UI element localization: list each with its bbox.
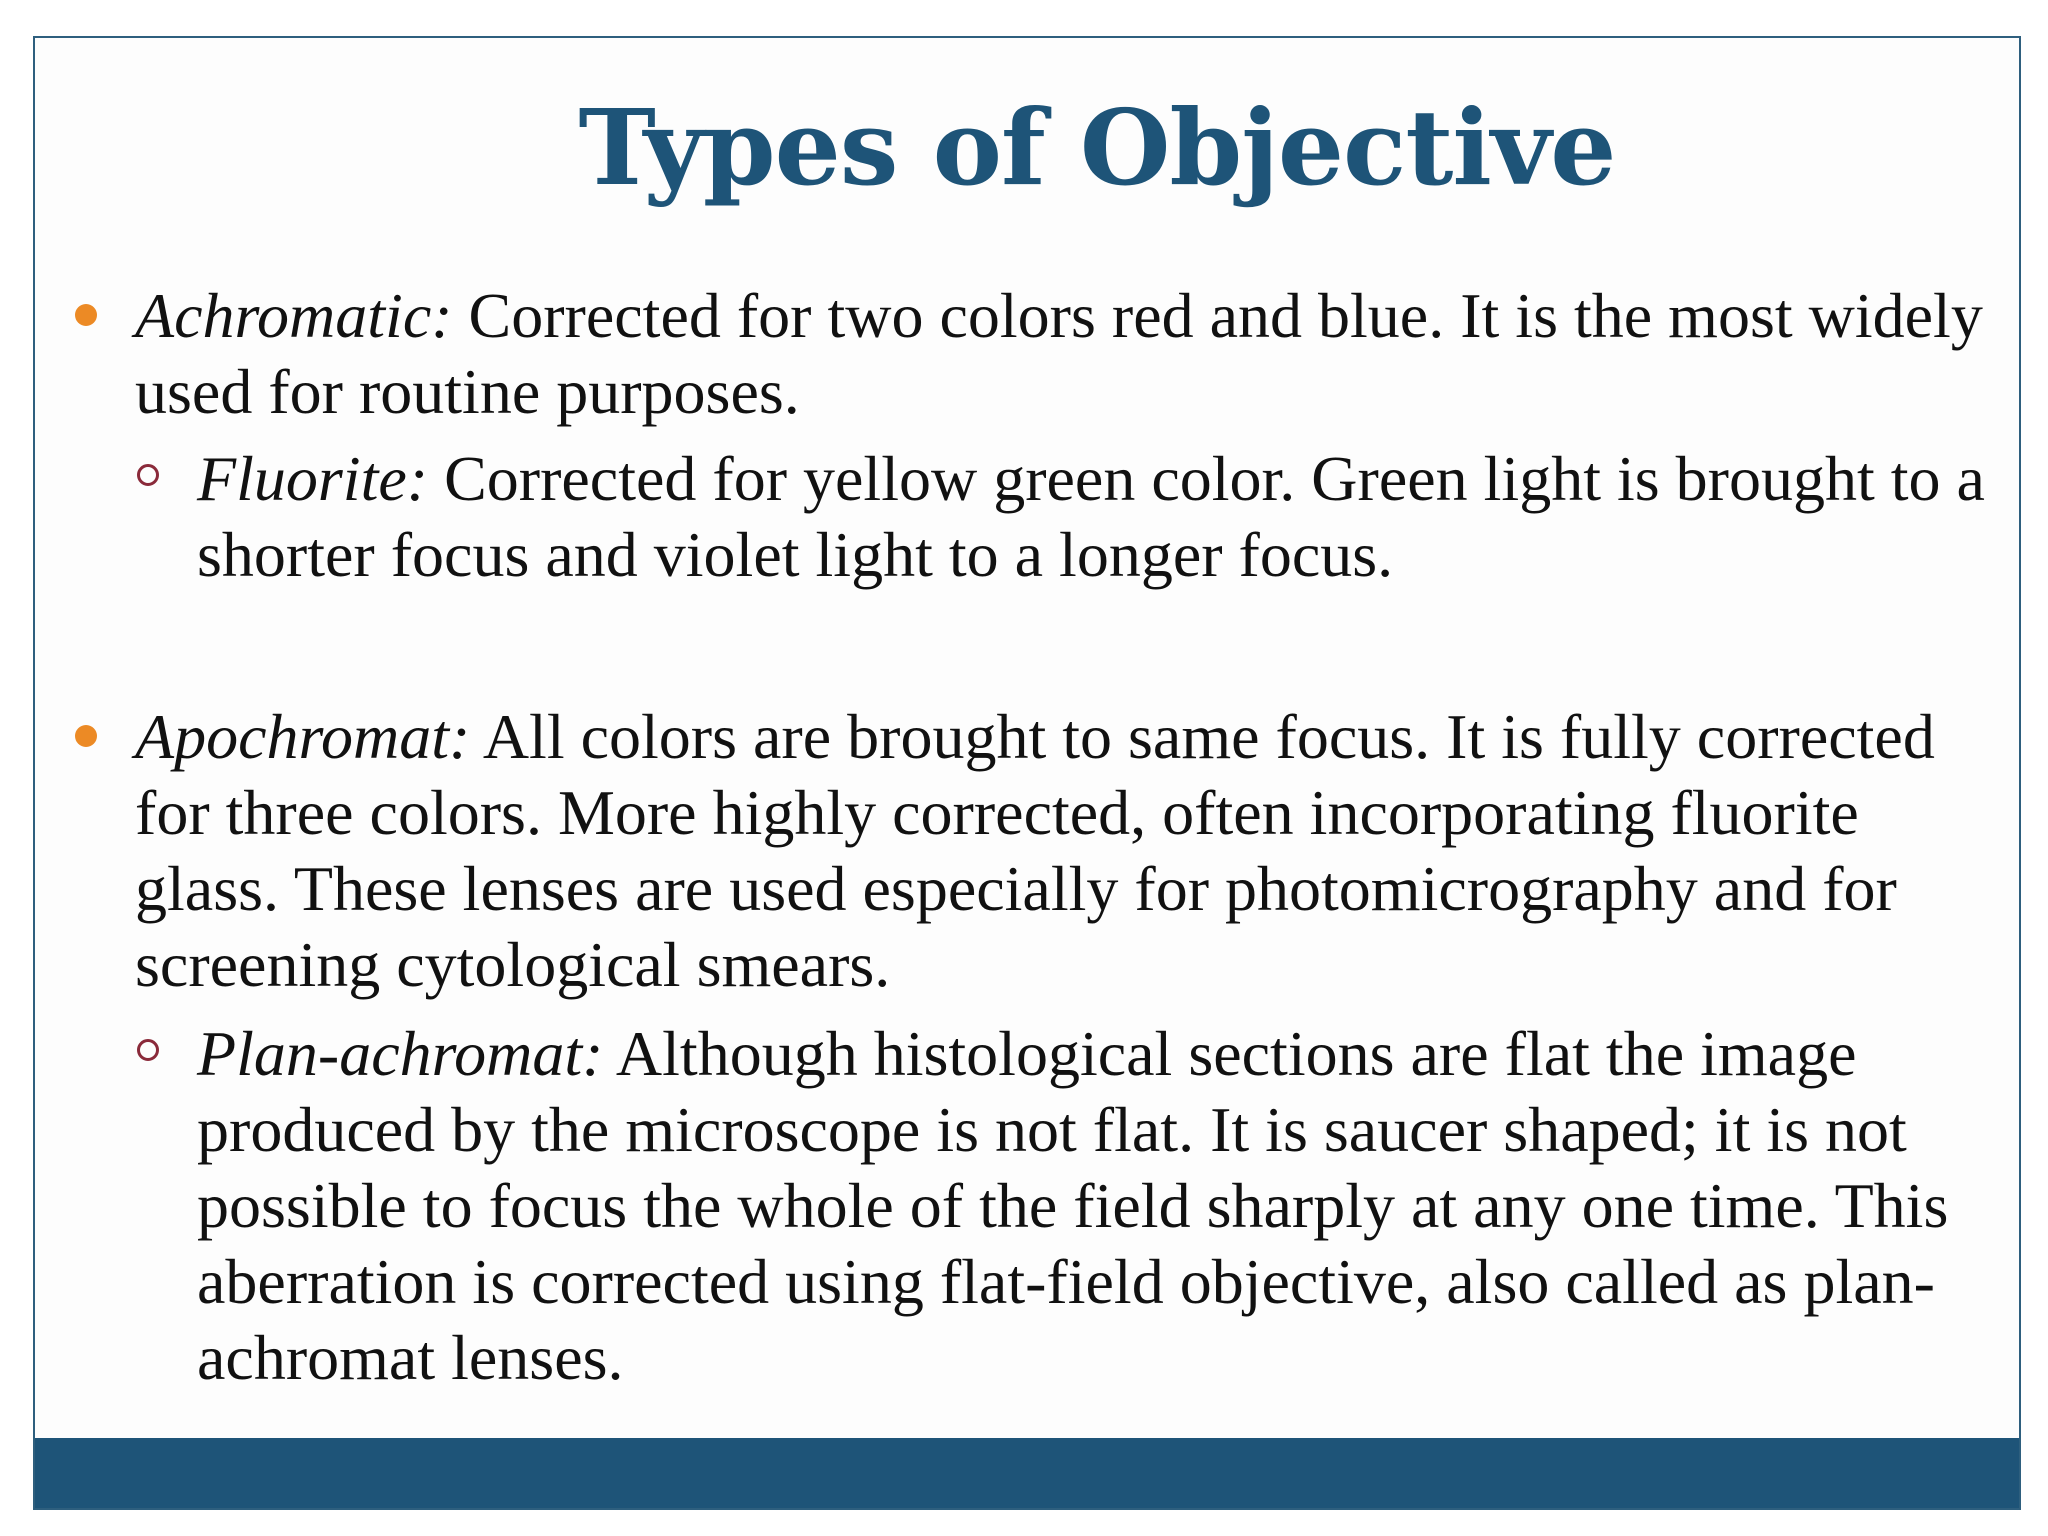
sub-bullet-item-plan-achromat (197, 1016, 1997, 1396)
bullet-text: Corrected for yellow green color. Green light is brought to a shorter focus and violet light to a longer focus. (197, 443, 1985, 590)
bullet-text: Although histological sections are flat the image produced by the microscope is not flat. It is saucer shaped; it is not possible to focus the whole of the field sharply at any one time. This aberration is corrected using flat-field objective, also called as plan-achromat lenses. (197, 1018, 1949, 1393)
bullet-term: Apochromat: (135, 701, 471, 772)
bullet-text: All colors are brought to same focus. It is fully corrected for three colors. More highly corrected, often incorporating fluorite glass. These lenses are used especially for photomicrography and for screening cytological smears. (135, 701, 1935, 1000)
bullet-item-achromatic (135, 278, 1995, 430)
footer-bar (35, 1438, 2019, 1508)
bullet-text: Corrected for two colors red and blue. It is the most widely used for routine purposes. (135, 280, 1983, 427)
bullet-term: Achromatic: (135, 280, 453, 351)
bullet-dot-icon (75, 725, 97, 747)
sub-bullet-item-fluorite (197, 441, 1997, 593)
slide (33, 36, 2021, 1510)
bullet-ring-icon (137, 1039, 159, 1061)
bullet-item-apochromat (135, 699, 1995, 1003)
bullet-dot-icon (75, 304, 97, 326)
slide-title: Types of Objective (578, 86, 1616, 209)
bullet-ring-icon (137, 464, 159, 486)
bullet-term: Plan-achromat: (197, 1018, 604, 1089)
bullet-term: Fluorite: (197, 443, 429, 514)
